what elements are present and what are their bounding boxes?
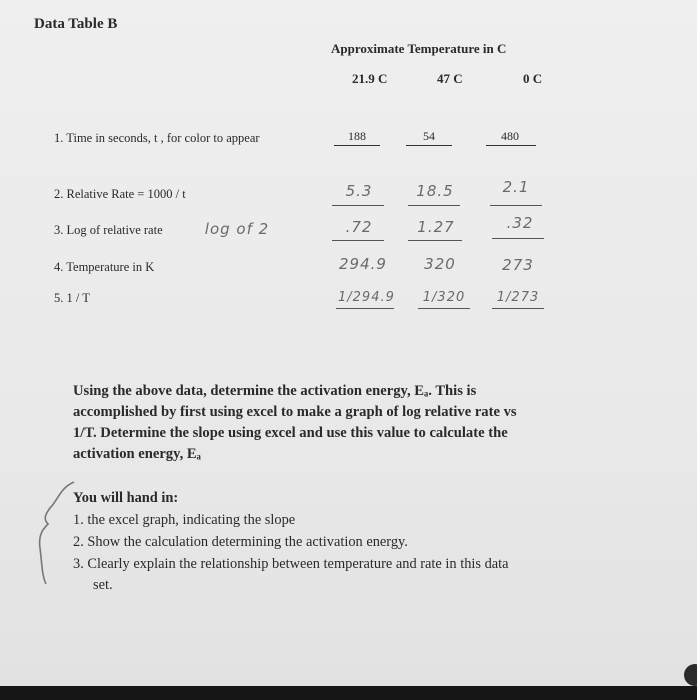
cell-rate-1: 5.3 (345, 182, 373, 200)
instruction-line-1: Using the above data, determine the activation energy, Eₐ. This is (73, 383, 477, 399)
cell-log-2: 1.27 (417, 218, 455, 236)
row-label-time: 1. Time in seconds, t , for color to appear (54, 131, 260, 145)
underline (408, 205, 460, 206)
instruction-line-4: activation energy, Eₐ (73, 446, 201, 462)
underline (332, 205, 384, 206)
underline (492, 238, 544, 239)
hand-in-item-3: 3. Clearly explain the relationship between temperature and rate in this data (73, 556, 509, 572)
underline (486, 145, 536, 146)
underline (490, 205, 542, 206)
cell-log-1: .72 (345, 218, 373, 236)
underline (418, 308, 470, 309)
hand-in-item-1: 1. the excel graph, indicating the slope (73, 512, 296, 528)
temp-col-2: 47 C (437, 71, 463, 86)
cell-rate-3: 2.1 (502, 178, 530, 196)
hand-in-item-3-cont: set. (93, 577, 113, 593)
underline (336, 308, 394, 309)
underline (334, 145, 380, 146)
underline (492, 308, 544, 309)
instruction-line-2: accomplished by first using excel to make a graph of log relative rate vs (73, 404, 517, 420)
hand-in-heading: You will hand in: (73, 490, 179, 506)
cell-time-2: 54 (423, 129, 435, 143)
cell-time-3: 480 (501, 129, 519, 143)
hand-in-item-2: 2. Show the calculation determining the activation energy. (73, 534, 408, 550)
row-label-temperature-k: 4. Temperature in K (54, 260, 155, 274)
row-label-relative-rate: 2. Relative Rate = 1000 / t (54, 187, 186, 201)
cell-temp-3: 273 (502, 256, 534, 274)
handwritten-note: log of 2 (204, 220, 270, 238)
underline (408, 240, 462, 241)
page-title: Data Table B (34, 16, 118, 32)
cell-time-1: 188 (348, 129, 366, 143)
cell-inv-3: 1/273 (496, 290, 540, 305)
underline (406, 145, 452, 146)
cell-temp-2: 320 (424, 255, 456, 273)
row-label-inverse-t: 5. 1 / T (54, 291, 90, 305)
temperature-header: Approximate Temperature in C (331, 41, 507, 56)
cell-rate-2: 18.5 (416, 182, 454, 200)
temp-col-3: 0 C (523, 71, 543, 86)
instruction-line-3: 1/T. Determine the slope using excel and use this value to calculate the (73, 425, 508, 441)
cell-inv-2: 1/320 (422, 290, 466, 305)
cell-inv-1: 1/294.9 (338, 290, 395, 305)
temp-col-1: 21.9 C (352, 71, 388, 86)
row-label-log-rate: 3. Log of relative rate (54, 223, 163, 237)
cell-log-3: .32 (506, 214, 534, 232)
underline (332, 240, 384, 241)
cell-temp-1: 294.9 (339, 255, 387, 273)
dark-bottom-edge (0, 686, 697, 700)
